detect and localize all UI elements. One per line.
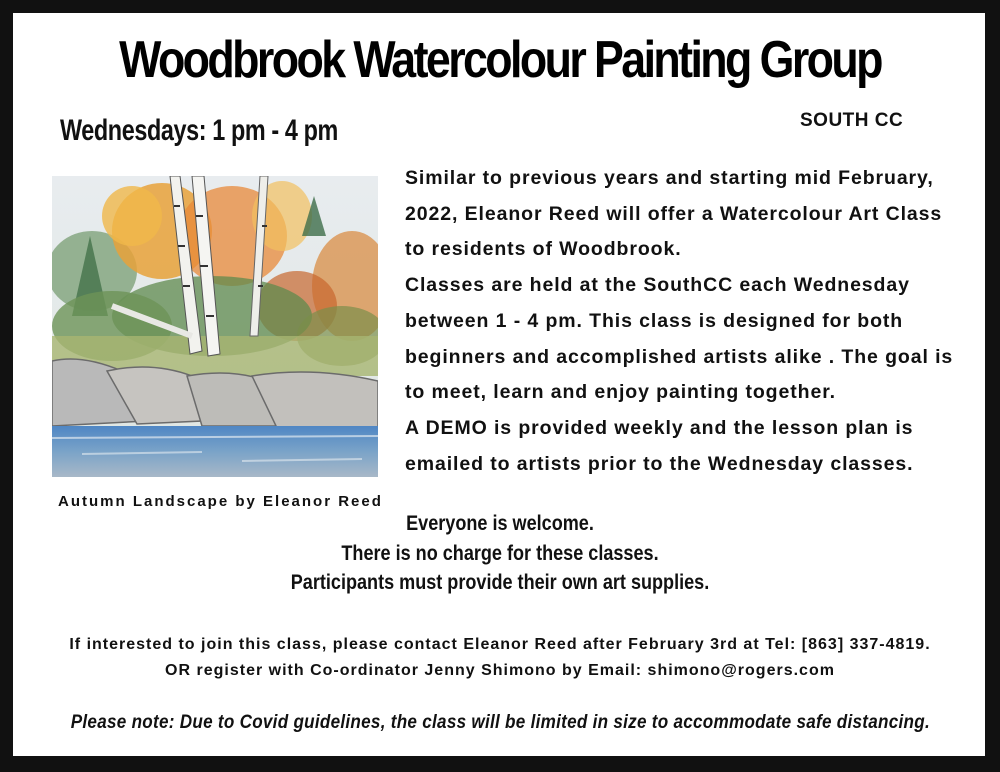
- contact-line: If interested to join this class, please contact Eleanor Reed after February 3rd at Tel: [863] 337-4819.: [69, 636, 931, 653]
- contact-line: OR register with Co-ordinator Jenny Shimono by Email: shimono@rogers.com: [165, 662, 835, 679]
- contact-block: [0, 632, 1000, 684]
- schedule-text: Wednesdays: 1 pm - 4 pm: [60, 114, 338, 147]
- autumn-landscape-painting: [52, 176, 378, 477]
- covid-note-text: Please note: Due to Covid guidelines, the class will be limited in size to accommodate safe distancing.: [70, 712, 930, 733]
- covid-note: [0, 712, 1000, 734]
- image-caption: Autumn Landscape by Eleanor Reed: [58, 493, 383, 510]
- description-paragraph: A DEMO is provided weekly and the lesson plan is emailed to artists prior to the Wednesday classes.: [405, 416, 914, 475]
- description-paragraph: Classes are held at the SouthCC each Wednesday between 1 - 4 pm. This class is designed for both beginners and accomplished artists alike . The goal is to meet, learn and enjoy painting together.: [405, 274, 954, 404]
- flyer-title: Woodbrook Watercolour Painting Group: [119, 31, 881, 89]
- description-paragraph: Similar to previous years and starting mid February, 2022, Eleanor Reed will offer a Watercolour Art Class to residents of Woodbrook.: [405, 167, 943, 261]
- welcome-line: Everyone is welcome.: [406, 512, 594, 535]
- class-description: [405, 161, 965, 482]
- welcome-line: There is no charge for these classes.: [341, 541, 659, 565]
- location-tag: SOUTH CC: [800, 110, 904, 131]
- welcome-line: Participants must provide their own art supplies.: [290, 571, 710, 594]
- welcome-block: [0, 509, 1000, 598]
